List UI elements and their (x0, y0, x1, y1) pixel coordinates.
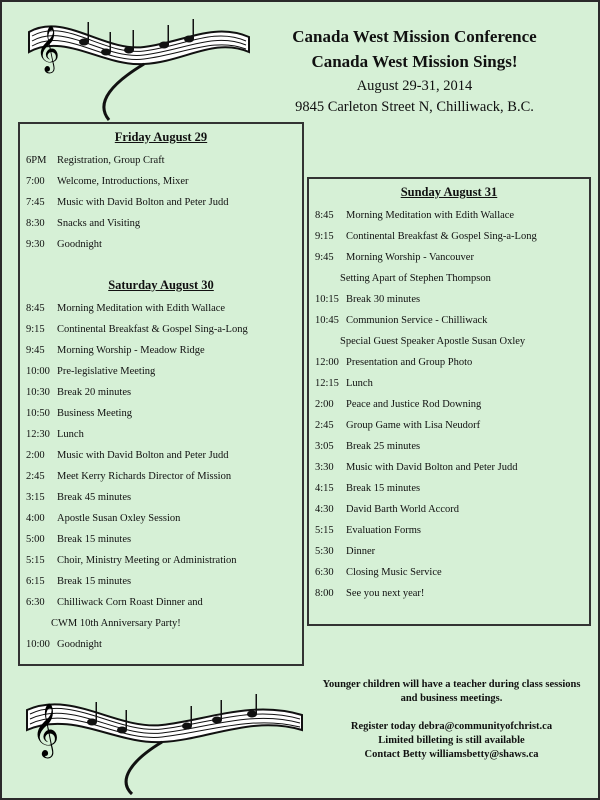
list-item (315, 268, 587, 289)
item-text: Music with David Bolton and Peter Judd (57, 450, 229, 461)
item-time: 10:15 (315, 294, 339, 305)
item-text: Pre-legislative Meeting (57, 366, 156, 377)
item-text: Goodnight (57, 239, 102, 250)
item-text: Lunch (346, 378, 373, 389)
item-time: 7:00 (26, 176, 45, 187)
list-item (26, 361, 300, 382)
list-item (26, 192, 300, 213)
item-text: Closing Music Service (346, 567, 442, 578)
list-item (315, 289, 587, 310)
item-time: 9:15 (26, 324, 45, 335)
item-time: 6:30 (26, 597, 45, 608)
item-text: Choir, Ministry Meeting or Administration (57, 555, 237, 566)
item-text: Meet Kerry Richards Director of Mission (57, 471, 232, 482)
music-ribbon-icon (22, 670, 307, 795)
item-time: 9:30 (26, 239, 45, 250)
list-item (315, 226, 587, 247)
item-text: Snacks and Visiting (57, 218, 141, 229)
item-time: 6:15 (26, 576, 45, 587)
item-text: Music with David Bolton and Peter Judd (346, 462, 518, 473)
item-time: 12:00 (315, 357, 339, 368)
children-note: Younger children will have a teacher during class sessions and business meetings. (322, 679, 581, 704)
sunday-schedule (307, 177, 591, 626)
list-item (26, 382, 300, 403)
item-text: CWM 10th Anniversary Party! (51, 618, 181, 629)
flyer-header (242, 26, 587, 118)
svg-text:𝄞: 𝄞 (36, 26, 60, 72)
item-text: Peace and Justice Rod Downing (346, 399, 482, 410)
item-text: Morning Worship - Vancouver (346, 252, 474, 263)
item-time: 3:15 (26, 492, 45, 503)
list-item (26, 529, 300, 550)
item-text: Business Meeting (57, 408, 132, 419)
contact-line: Contact Betty williamsbetty@shaws.ca (364, 749, 539, 760)
item-text: Break 15 minutes (57, 576, 132, 587)
item-time: 5:15 (315, 525, 334, 536)
item-time: 9:45 (315, 252, 334, 263)
item-text: Welcome, Introductions, Mixer (57, 176, 189, 187)
billeting-line: Limited billeting is still available (378, 735, 525, 746)
item-time: 10:45 (315, 315, 339, 326)
item-time: 8:30 (26, 218, 45, 229)
item-text: Special Guest Speaker Apostle Susan Oxley (340, 336, 526, 347)
list-item (315, 331, 587, 352)
item-text: Chilliwack Corn Roast Dinner and (57, 597, 203, 608)
item-text: Dinner (346, 546, 376, 557)
item-text: Registration, Group Craft (57, 155, 165, 166)
conference-subtitle: Canada West Mission Sings! (311, 52, 518, 71)
item-time: 8:00 (315, 588, 334, 599)
list-item (26, 424, 300, 445)
item-text: Break 25 minutes (346, 441, 421, 452)
list-item (315, 352, 587, 373)
friday-title: Friday August 29 (114, 130, 208, 144)
item-text: Lunch (57, 429, 84, 440)
item-text: Music with David Bolton and Peter Judd (57, 197, 229, 208)
flyer-footer (314, 678, 589, 762)
item-text: Morning Meditation with Edith Wallace (346, 210, 515, 221)
item-time: 3:05 (315, 441, 334, 452)
item-time: 9:15 (315, 231, 334, 242)
list-item (26, 445, 300, 466)
item-time: 5:15 (26, 555, 45, 566)
item-text: Break 15 minutes (346, 483, 421, 494)
list-item (26, 298, 300, 319)
list-item (315, 541, 587, 562)
friday-list (26, 150, 300, 255)
list-item (315, 520, 587, 541)
item-time: 2:00 (26, 450, 45, 461)
list-item (315, 394, 587, 415)
list-item (315, 583, 587, 604)
conference-dates: August 29-31, 2014 (356, 78, 473, 94)
friday-saturday-schedule (18, 122, 304, 666)
item-text: David Barth World Accord (346, 504, 459, 515)
item-time: 4:00 (26, 513, 45, 524)
list-item (26, 403, 300, 424)
item-text: Evaluation Forms (346, 525, 421, 536)
item-time: 12:15 (315, 378, 339, 389)
item-time: 4:15 (315, 483, 334, 494)
item-time: 10:30 (26, 387, 50, 398)
item-time: 10:50 (26, 408, 50, 419)
list-item (26, 234, 300, 255)
list-item (315, 562, 587, 583)
item-text: Continental Breakfast & Gospel Sing-a-Long (57, 324, 248, 335)
register-line: Register today debra@communityofchrist.ca (350, 721, 553, 732)
svg-text:𝄞: 𝄞 (32, 702, 60, 756)
item-text: Setting Apart of Stephen Thompson (340, 273, 491, 284)
list-item (26, 487, 300, 508)
list-item (315, 247, 587, 268)
list-item (315, 373, 587, 394)
item-time: 2:00 (315, 399, 334, 410)
item-time: 6PM (26, 155, 47, 166)
item-time: 8:45 (26, 303, 45, 314)
list-item (26, 466, 300, 487)
list-item (26, 508, 300, 529)
list-item (315, 415, 587, 436)
item-text: Break 45 minutes (57, 492, 132, 503)
saturday-list (26, 298, 300, 655)
list-item (26, 592, 300, 613)
list-item (26, 150, 300, 171)
item-text: Continental Breakfast & Gospel Sing-a-Long (346, 231, 537, 242)
saturday-title: Saturday August 30 (108, 278, 214, 292)
sunday-list (315, 205, 587, 604)
item-time: 5:00 (26, 534, 45, 545)
conference-title: Canada West Mission Conference (292, 27, 537, 46)
item-text: Break 20 minutes (57, 387, 132, 398)
list-item (315, 478, 587, 499)
item-text: Presentation and Group Photo (346, 357, 473, 368)
item-time: 4:30 (315, 504, 334, 515)
item-text: Morning Meditation with Edith Wallace (57, 303, 226, 314)
item-time: 5:30 (315, 546, 334, 557)
item-text: Goodnight (57, 639, 102, 650)
list-item (26, 213, 300, 234)
item-text: Communion Service - Chilliwack (346, 315, 488, 326)
list-item (26, 340, 300, 361)
item-time: 2:45 (26, 471, 45, 482)
item-text: Break 30 minutes (346, 294, 421, 305)
item-time: 6:30 (315, 567, 334, 578)
list-item (315, 436, 587, 457)
item-time: 10:00 (26, 366, 50, 377)
list-item (26, 571, 300, 592)
item-text: Morning Worship - Meadow Ridge (57, 345, 205, 356)
list-item (26, 613, 300, 634)
item-text: Break 15 minutes (57, 534, 132, 545)
item-time: 2:45 (315, 420, 334, 431)
list-item (26, 634, 300, 655)
item-time: 9:45 (26, 345, 45, 356)
item-time: 12:30 (26, 429, 50, 440)
item-text: Apostle Susan Oxley Session (57, 513, 181, 524)
list-item (26, 319, 300, 340)
conference-address: 9845 Carleton Street N, Chilliwack, B.C. (295, 99, 534, 115)
sunday-title: Sunday August 31 (400, 185, 498, 199)
item-time: 10:00 (26, 639, 50, 650)
list-item (315, 310, 587, 331)
item-text: Group Game with Lisa Neudorf (346, 420, 481, 431)
item-time: 8:45 (315, 210, 334, 221)
list-item (315, 205, 587, 226)
list-item (26, 171, 300, 192)
list-item (315, 499, 587, 520)
item-time: 3:30 (315, 462, 334, 473)
item-time: 7:45 (26, 197, 45, 208)
list-item (26, 550, 300, 571)
list-item (315, 457, 587, 478)
music-ribbon-icon (24, 12, 254, 122)
item-text: See you next year! (346, 588, 425, 599)
